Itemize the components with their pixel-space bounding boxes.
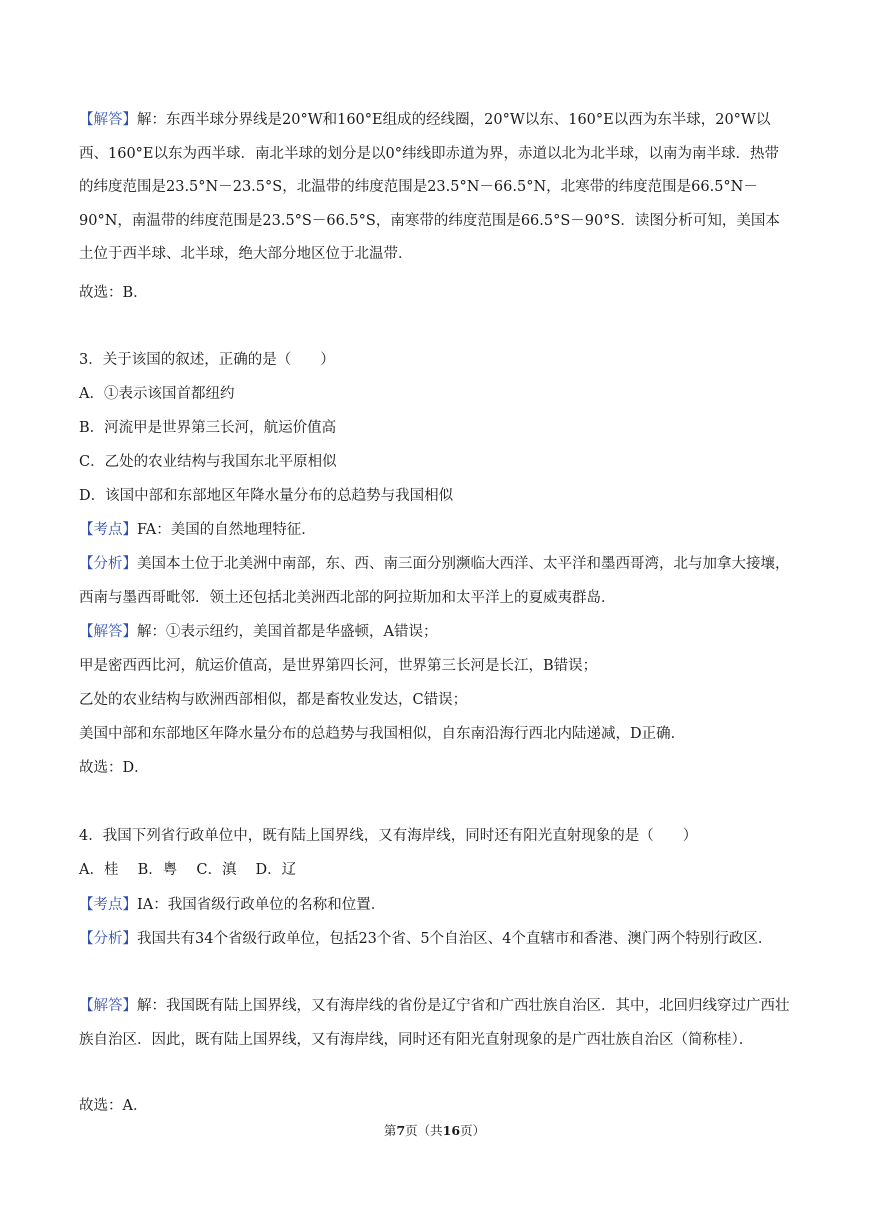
- question-3-stem: 3．关于该国的叙述，正确的是（ ）: [79, 352, 335, 368]
- page-number: 7: [396, 1123, 406, 1138]
- question-4-kaodian: [79, 895, 385, 915]
- question-3-jieda-line-3: 乙处的农业结构与欧洲西部相似，都是畜牧业发达，C错误；: [79, 692, 468, 708]
- question-3-fenxi: [79, 548, 791, 615]
- question-3-option-d: D．该国中部和东部地区年降水量分布的总趋势与我国相似: [79, 488, 454, 504]
- answer-line: 故选：B．: [79, 285, 148, 301]
- fenxi-text: 我国共有34个省级行政单位，包括23个省、5个自治区、4个直辖市和香港、澳门两个特别行政区．: [137, 931, 773, 947]
- footer-suffix: 页）: [460, 1123, 486, 1138]
- fenxi-text: 美国本土位于北美洲中南部，东、西、南三面分别濒临大西洋、太平洋和墨西哥湾，北与加拿大接壤，西南与墨西哥毗邻．领土还包括北美洲西北部的阿拉斯加和太平洋上的夏威夷群岛．: [79, 556, 790, 606]
- page-footer: [0, 1122, 869, 1140]
- fenxi-tag: 【分析】: [79, 931, 137, 947]
- kaodian-tag: 【考点】: [79, 522, 137, 538]
- kaodian-text: FA：美国的自然地理特征．: [137, 522, 316, 538]
- question-3-answer: 故选：D．: [79, 760, 149, 776]
- question-4-stem: 4．我国下列省行政单位中，既有陆上国界线，又有海岸线，同时还有阳光直射现象的是（ ）: [79, 828, 698, 844]
- jieda-tag: 【解答】: [79, 998, 137, 1014]
- question-4-jieda: [79, 990, 791, 1057]
- fenxi-tag: 【分析】: [79, 556, 137, 572]
- footer-prefix: 第: [383, 1123, 397, 1138]
- jieda-text: 解：我国既有陆上国界线，又有海岸线的省份是辽宁省和广西壮族自治区．其中，北回归线穿过广西壮族自治区．因此，既有陆上国界线，又有海岸线，同时还有阳光直射现象的是广西壮族自治区（简称桂）．: [79, 998, 790, 1048]
- question-4-fenxi: [79, 923, 791, 957]
- kaodian-tag: 【考点】: [79, 897, 137, 913]
- solution-paragraph: [79, 104, 791, 272]
- page-total: 16: [442, 1123, 461, 1138]
- question-3-option-b: B．河流甲是世界第三长河，航运价值高: [79, 420, 337, 436]
- question-4-options: A．桂 B．粤 C．滇 D．辽: [79, 862, 297, 878]
- question-3-option-c: C．乙处的农业结构与我国东北平原相似: [79, 454, 337, 470]
- question-3-option-a: A．①表示该国首都纽约: [79, 386, 235, 402]
- jieda-tag: 【解答】: [79, 624, 137, 640]
- question-3-kaodian: [79, 520, 316, 540]
- solution-tag: 【解答】: [79, 112, 137, 128]
- footer-middle: 页（共: [405, 1123, 443, 1138]
- jieda-text: 解：①表示纽约，美国首都是华盛顿，A错误；: [137, 624, 438, 640]
- question-4-answer: 故选：A．: [79, 1098, 148, 1114]
- solution-text: 解：东西半球分界线是20°W和160°E组成的经线圈，20°W以东、160°E以西为东半球，20°W以西、160°E以东为西半球．南北半球的划分是以0°纬线即赤道为界，赤道以北为北半球，以南为南半球．热带的纬度范围是23.5°N－23.5°S，北温带的纬度范围是23.5°N－66.5°N，北寒带的纬度范围是66.5°N－90°N，南温带的纬度范围是23.5°S－66.5°S，南寒带的纬度范围是66.5°S－90°S．读图分析可知，美国本土位于西半球、北半球，绝大部分地区位于北温带．: [79, 112, 780, 262]
- question-3-jieda-line-1: [79, 622, 437, 642]
- question-3-jieda-line-2: 甲是密西西比河，航运价值高，是世界第四长河，世界第三长河是长江，B错误；: [79, 658, 598, 674]
- question-3-jieda-line-4: 美国中部和东部地区年降水量分布的总趋势与我国相似，自东南沿海行西北内陆递减，D正确．: [79, 726, 686, 742]
- kaodian-text: IA：我国省级行政单位的名称和位置．: [137, 897, 386, 913]
